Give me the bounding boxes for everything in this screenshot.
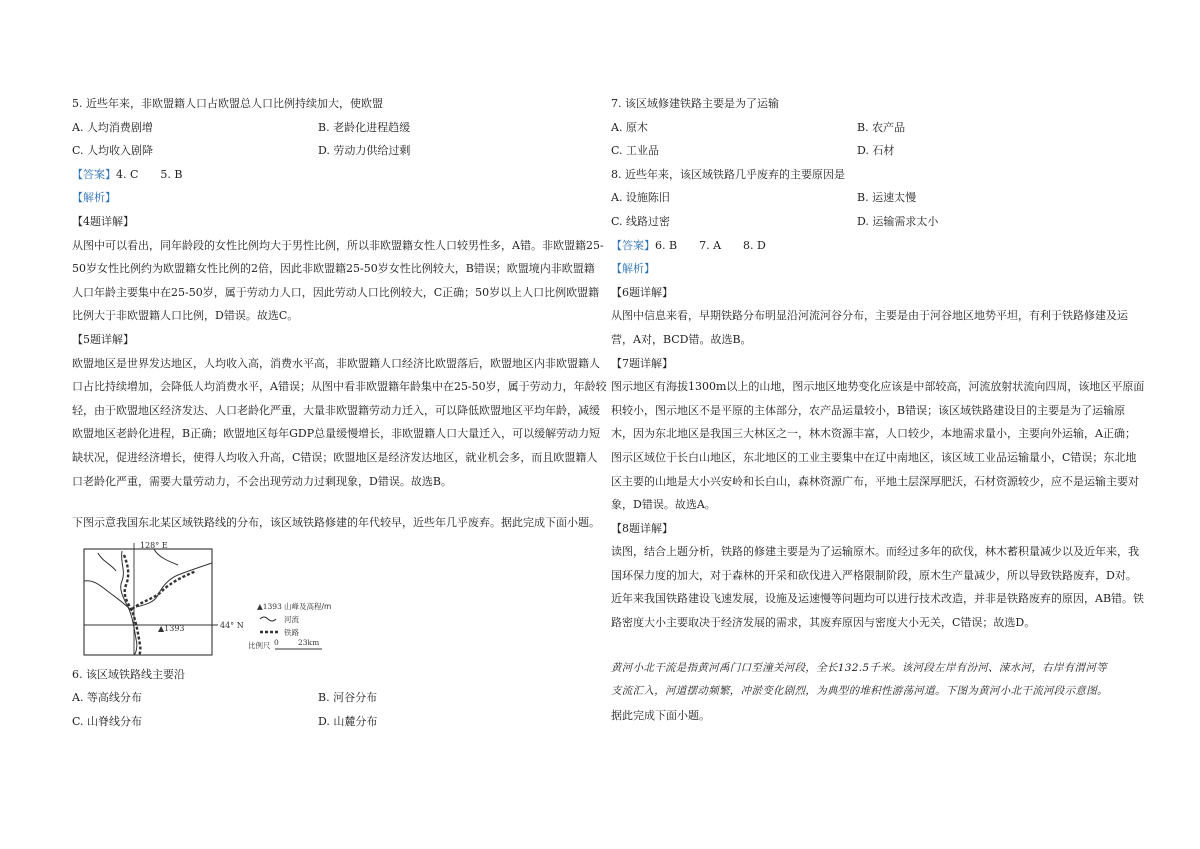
answer-line: [72, 163, 594, 187]
text-line: 图示区域位于长白山地区，东北地区的工业主要集中在辽中南地区，该区域工业品运输量小，C错误；东北地: [611, 450, 1137, 464]
option[interactable]: D. 运输需求太小: [857, 214, 939, 228]
legend-peak-symbol: ▲1393: [257, 601, 282, 611]
river: [154, 549, 178, 565]
scale-zero: 0: [274, 637, 279, 647]
text-line: 比例大于非欧盟籍人口比例，D错误。故选C。: [72, 309, 299, 323]
option[interactable]: A. 等高线分布: [72, 691, 142, 705]
question-5: 5. 近些年来，非欧盟籍人口占欧盟总人口比例持续加大，使欧盟: [72, 97, 383, 110]
latitude-label: 44° N: [220, 620, 244, 630]
option[interactable]: A. 原木: [611, 120, 648, 134]
section-heading-8: 【8题详解】: [611, 521, 673, 535]
text-line: 黄河小北干流是指黄河禹门口至潼关河段，全长132.5千米。该河段左岸有汾河、涑水河，右岸有渭河等: [611, 661, 1107, 674]
text-line: 读图，结合上题分析，铁路的修建主要是为了运输原木。而经过多年的砍伐，林木蓄积量减少以及近年来，我: [611, 545, 1139, 559]
question-6-options-row1: [72, 686, 594, 710]
text-line: 路密度大小主要取决于经济发展的需求，其废弃原因与密度大小无关，C错误；故选D。: [611, 616, 1036, 630]
explanation-8: [611, 540, 1145, 634]
legend-scale-label: 比例尺: [248, 640, 271, 650]
text-line: 国环保力度的加大，对于森林的开采和砍伐进入严格限制阶段，原木生产量减少，所以导致铁路废弃，D对。: [611, 568, 1137, 582]
left-column: [72, 92, 607, 733]
railway-map-figure: [72, 541, 472, 663]
option[interactable]: D. 山麓分布: [318, 714, 378, 728]
legend-railway-label: 铁路: [284, 627, 299, 637]
text-line: 欧盟地区是世界发达地区，人均收入高，消费水平高，非欧盟籍人口经济比欧盟落后，欧盟地区内非欧盟籍人: [72, 356, 600, 370]
section-heading-7: 【7题详解】: [611, 356, 673, 370]
option[interactable]: D. 石材: [857, 144, 895, 158]
answer-label: 【答案】: [611, 238, 655, 252]
answer-text: 4. C 5. B: [116, 167, 183, 181]
question-8-options-row2: [611, 210, 1133, 234]
question-7-options-row1: [611, 116, 1133, 140]
question-8-options-row1: [611, 186, 1133, 210]
question-5-options-row1: [72, 116, 594, 140]
instruction-line: 据此完成下面小题。: [611, 708, 710, 722]
text-line: 图示地区有海拔1300m以上的山地，图示地区地势变化应该是中部较高，河流放射状流向四周，该地区平原面: [611, 380, 1145, 394]
answer-text: 6. B 7. A 8. D: [655, 238, 766, 252]
text-line: 积较小，图示地区不是平原的主体部分，农产品运量较小，B错误；该区域铁路建设目的主要是为了运输原: [611, 403, 1126, 417]
section-heading-4: 【4题详解】: [72, 214, 134, 228]
yellow-river-intro: [611, 657, 1133, 704]
explanation-4: [72, 234, 604, 328]
analysis-label: 【解析】: [72, 191, 116, 205]
analysis-label: 【解析】: [611, 262, 655, 276]
text-line: 象，D错误。故选A。: [611, 498, 716, 512]
option[interactable]: B. 运速太慢: [857, 191, 917, 205]
railway-line: [132, 571, 196, 609]
question-6-options-row2: [72, 710, 594, 734]
longitude-label: 128° E: [140, 540, 168, 550]
railway-map: [72, 541, 472, 663]
text-line: 支流汇入，河道摆动频繁，冲淤变化剧烈，为典型的堆积性游荡河道。下图为黄河小北干流河段示意图。: [611, 685, 1108, 698]
explanation-5: [72, 352, 607, 494]
question-7-options-row2: [611, 139, 1133, 163]
question-7: 7. 该区域修建铁路主要是为了运输: [611, 97, 779, 110]
text-line: 轻，由于欧盟地区经济发达、人口老龄化严重，大量非欧盟籍劳动力迁入，可以降低欧盟地区平均年龄，减缓: [72, 403, 600, 417]
text-line: 区主要的山地是大小兴安岭和长白山，森林资源广布，平地土层深厚肥沃，石材资源较少，应不是运输主要对: [611, 474, 1139, 488]
section-heading-5: 【5题详解】: [72, 332, 134, 346]
option[interactable]: B. 老龄化进程趋缓: [318, 120, 411, 134]
option[interactable]: D. 劳动力供给过剩: [318, 144, 411, 158]
answer-label: 【答案】: [72, 167, 116, 181]
peak-marker: ▲1393: [158, 623, 185, 633]
explanation-6: [611, 304, 1133, 351]
option[interactable]: B. 河谷分布: [318, 691, 378, 705]
answer-line: [611, 234, 1133, 258]
text-line: 近年来我国铁路建设飞速发展，设施及运速慢等问题均可以进行技术改造，并非是铁路废弃的原因，AB错。铁: [611, 592, 1145, 606]
explanation-7: [611, 375, 1145, 517]
text-line: 50岁女性比例约为欧盟籍女性比例的2倍，因此非欧盟籍25-50岁女性比例较大，B错误；欧盟境内非欧盟籍: [72, 262, 595, 276]
option[interactable]: B. 农产品: [857, 120, 906, 134]
text-line: 口占比持续增加，会降低人均消费水平，A错误；从图中看非欧盟籍年龄集中在25-50岁，属于劳动力，年龄较: [72, 380, 607, 394]
option[interactable]: C. 工业品: [611, 144, 660, 158]
option[interactable]: C. 山脊线分布: [72, 714, 143, 728]
option[interactable]: A. 设施陈旧: [611, 191, 670, 205]
option[interactable]: A. 人均消费剧增: [72, 120, 153, 134]
text-line: 缺状况，促进经济增长，使得人均收入升高，C错误；欧盟地区是经济发达地区，就业机会多，而且欧盟籍人: [72, 450, 598, 464]
right-column: [611, 92, 1145, 727]
text-line: 木，因为东北地区是我国三大林区之一，林木资源丰富，人口较少，本地需求量小，主要向外运输，A正确；: [611, 427, 1136, 441]
legend-river-label: 河流: [284, 614, 299, 624]
river: [98, 553, 116, 571]
text-line: 欧盟地区老龄化进程，B正确；欧盟地区每年GDP总量缓慢增长，非欧盟籍人口大量迁入，可以缓解劳动力短: [72, 427, 601, 441]
scale-23km: 23km: [298, 637, 320, 647]
text-line: 人口年龄主要集中在25-50岁，属于劳动力人口，因此劳动人口比例较大，C正确；50岁以上人口比例欧盟籍: [72, 285, 600, 299]
section-heading-6: 【6题详解】: [611, 285, 673, 299]
legend-peak-label: 山峰及高程/m: [284, 601, 332, 611]
option[interactable]: C. 人均收入剧降: [72, 144, 154, 158]
map-intro: 下图示意我国东北某区域铁路线的分布，该区域铁路修建的年代较早，近些年几乎废弃。据此完成下面小题。: [72, 516, 600, 530]
text-line: 从图中信息来看，早期铁路分布明显沿河流河谷分布，主要是由于河谷地区地势平坦，有利于铁路修建及运: [611, 309, 1128, 323]
text-line: 从图中可以看出，同年龄段的女性比例均大于男性比例，所以非欧盟籍女性人口较男性多，A错。非欧盟籍25-: [72, 238, 604, 252]
text-line: 口老龄化严重，需要大量劳动力，不会出现劳动力过剩现象，D错误。故选B。: [72, 474, 452, 488]
legend-river-icon: [260, 617, 276, 621]
map-frame: [84, 549, 212, 655]
text-line: 营，A对，BCD错。故选B。: [611, 332, 752, 346]
option[interactable]: C. 线路过密: [611, 214, 671, 228]
question-6: 6. 该区域铁路线主要沿: [72, 667, 185, 681]
question-8: 8. 近些年来，该区域铁路几乎废弃的主要原因是: [611, 167, 845, 181]
question-5-options-row2: [72, 139, 594, 163]
